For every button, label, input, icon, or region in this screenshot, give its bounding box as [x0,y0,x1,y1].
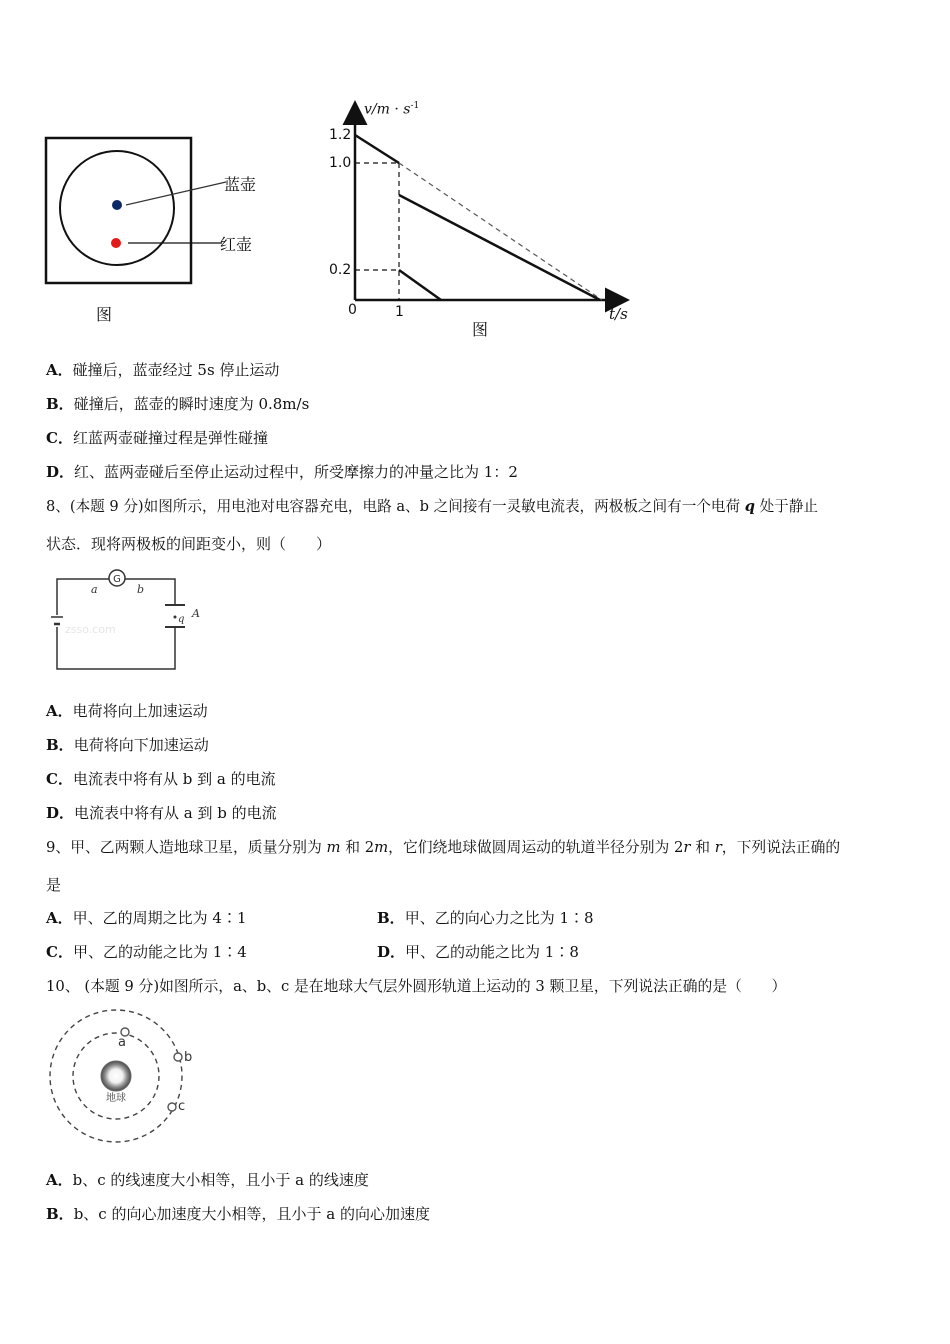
q8-option-b[interactable]: B．电荷将向下加速运动 [46,736,209,754]
y-tick-1-2: 1.2 [329,127,352,143]
q8-stem-line1: 8、(本题 9 分)如图所示，用电池对电容器充电，电路 a、b 之间接有一灵敏电流表，两极板之间有一个电荷 q 处于静止 [46,498,818,515]
svg-text:a: a [91,583,98,596]
svg-text:b: b [137,583,145,596]
red-stone-label: 红壶 [220,235,253,254]
q9-option-a[interactable]: A．甲、乙的周期之比为 4∶1 [46,909,247,927]
figure-circuit [45,565,205,675]
satellite-b-label: b [184,1050,193,1065]
q10-option-a[interactable]: A．b、c 的线速度大小相等，且小于 a 的线速度 [46,1171,369,1189]
figure-caption: 图 [96,305,113,324]
earth-label: 地球 [106,1093,126,1104]
q9-stem-line1: 9、甲、乙两颗人造地球卫星，质量分别为 m 和 2m，它们绕地球做圆周运动的轨道半径分别为 2r 和 r，下列说法正确的 [46,839,841,856]
q7-option-c[interactable]: C．红蓝两壶碰撞过程是弹性碰撞 [46,429,268,447]
svg-text:q: q [178,614,185,625]
q8-option-c[interactable]: C．电流表中将有从 b 到 a 的电流 [46,770,276,788]
satellite-a-label: a [118,1035,126,1050]
watermark: zsso.com [65,623,116,636]
q8-stem-line2: 状态．现将两极板的间距变小，则（ ） [46,535,332,553]
q7-option-d[interactable]: D．红、蓝两壶碰后至停止运动过程中，所受摩擦力的冲量之比为 1：2 [46,463,518,481]
y-tick-0-2: 0.2 [329,262,352,278]
figure-curling [40,130,280,330]
figure-vt-graph [320,95,640,340]
x-axis-label: t/s [609,305,628,323]
satellite-c-label: c [178,1099,186,1114]
q8-option-d[interactable]: D．电流表中将有从 a 到 b 的电流 [46,804,277,822]
q8-option-a[interactable]: A．电荷将向上加速运动 [46,702,208,720]
q10-stem: 10、 (本题 9 分)如图所示，a、b、c 是在地球大气层外圆形轨道上运动的 3 颗卫星，下列说法正确的是（ ） [46,978,787,995]
q9-option-d[interactable]: D．甲、乙的动能之比为 1∶8 [377,943,579,961]
figure-orbits [45,1008,215,1148]
vt-chart [320,95,640,340]
q9-option-c[interactable]: C．甲、乙的动能之比为 1∶4 [46,943,247,961]
q10-option-b[interactable]: B．b、c 的向心加速度大小相等，且小于 a 的向心加速度 [46,1205,430,1223]
blue-stone-label: 蓝壶 [224,175,257,194]
q7-option-b[interactable]: B．碰撞后，蓝壶的瞬时速度为 0.8m/s [46,395,310,413]
curling-diagram [40,130,280,330]
orbit-diagram [45,1008,215,1148]
q9-stem-line2: 是 [46,876,62,894]
galvanometer-symbol: G [113,574,121,585]
q9-option-b[interactable]: B．甲、乙的向心力之比为 1∶8 [377,909,594,927]
y-axis-label: $v/m \cdot s^{-1}$ [364,101,420,118]
circuit-diagram [45,565,205,675]
q7-option-a[interactable]: A．碰撞后，蓝壶经过 5s 停止运动 [46,361,280,379]
x-tick-0: 0 [348,302,357,318]
x-tick-1: 1 [395,304,404,320]
y-tick-1-0: 1.0 [329,155,352,171]
graph-caption: 图 [472,320,489,339]
svg-text:A: A [192,607,200,620]
